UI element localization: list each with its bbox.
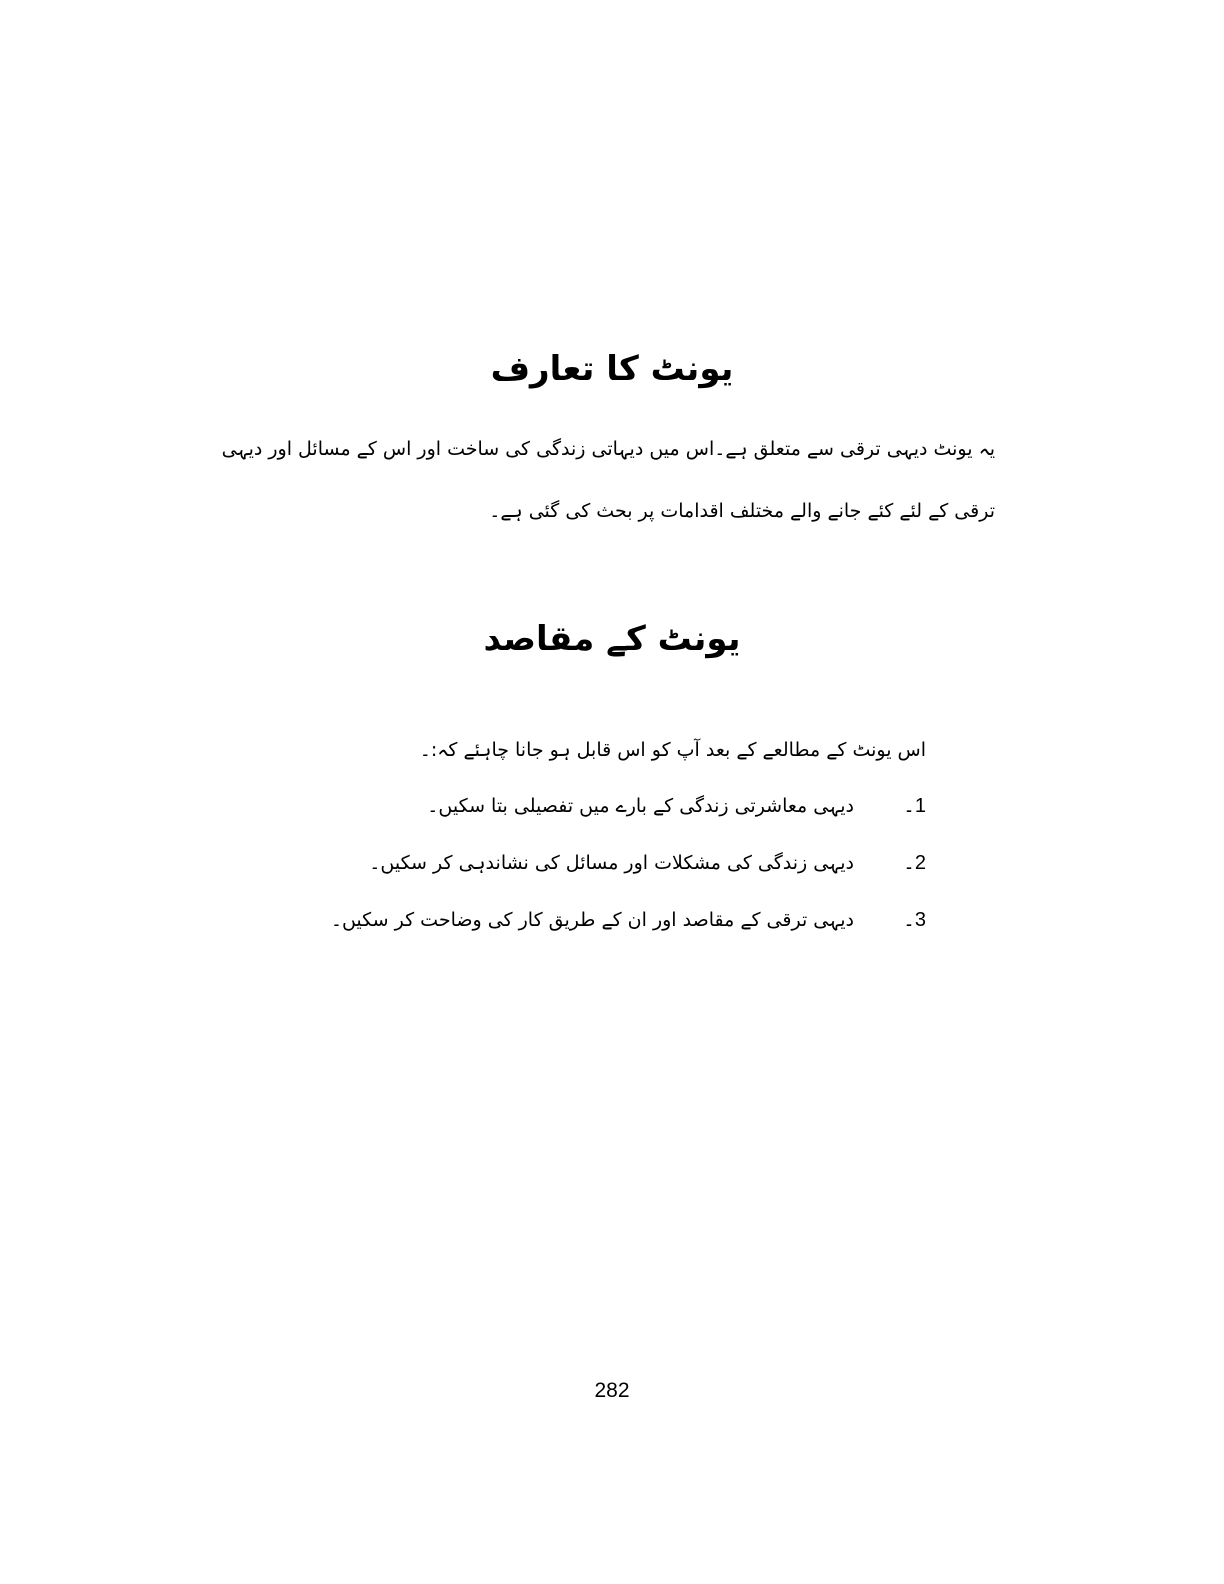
unit-introduction-paragraph: یہ یونٹ دیہی ترقی سے متعلق ہے۔اس میں دیہاتی زندگی کی ساخت اور اس کے مسائل اور دیہی ترقی کے لئے کئے جانے والے مختلف اقدامات پر بحث کی گئی ہے۔	[221, 438, 995, 522]
objective-item	[426, 788, 926, 845]
objective-text: دیہی ترقی کے مقاصد اور ان کے طریق کار کی وضاحت کر سکیں۔	[330, 909, 854, 931]
objective-number: 1۔	[903, 795, 926, 817]
unit-introduction-heading: یونٹ کا تعارف	[490, 349, 734, 389]
objective-text: دیہی زندگی کی مشکلات اور مسائل کی نشاندہی کر سکیں۔	[369, 852, 854, 874]
objective-item	[369, 845, 926, 902]
unit-objectives-heading: یونٹ کے مقاصد	[483, 619, 741, 659]
objective-text: دیہی معاشرتی زندگی کے بارے میں تفصیلی بتا سکیں۔	[427, 795, 854, 817]
objectives-lead-text: اس یونٹ کے مطالعے کے بعد آپ کو اس قابل ہو جانا چاہئے کہ:۔	[419, 739, 926, 761]
objective-number: 3۔	[903, 909, 926, 931]
page-number: 282	[594, 1379, 630, 1402]
objectives-list	[330, 788, 926, 959]
objective-number: 2۔	[903, 852, 926, 874]
objective-item	[330, 902, 926, 959]
